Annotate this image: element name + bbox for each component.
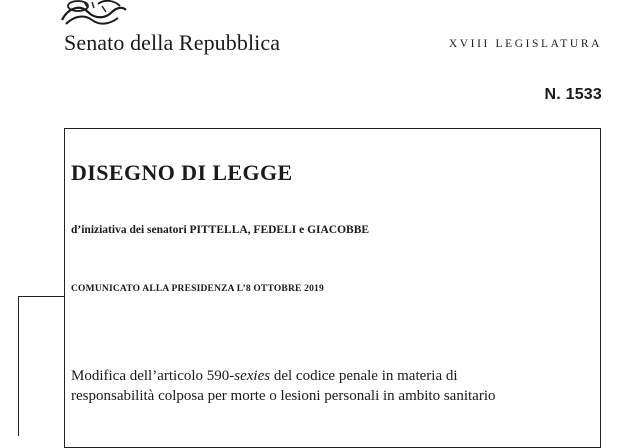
bill-title (71, 366, 591, 406)
bill-title-line-2: responsabilità colposa per morte o lesioni personali in ambito sanitario (71, 388, 496, 404)
margin-rule-horizontal (18, 296, 64, 297)
communication-date: COMUNICATO ALLA PRESIDENZA L’8 OTTOBRE 2019 (71, 284, 324, 294)
document-type-heading: DISEGNO DI LEGGE (71, 160, 293, 185)
title-italic-text: sexies (234, 368, 271, 384)
bill-title-line-1 (71, 366, 591, 386)
title-text: del codice penale in materia di (270, 368, 458, 384)
institution-name: Senato della Repubblica (64, 30, 281, 55)
margin-rule-vertical (18, 296, 19, 436)
title-text: Modifica dell’articolo 590- (71, 368, 235, 384)
legislature-label: XVIII LEGISLATURA (448, 38, 602, 50)
senate-emblem-icon (58, 0, 130, 28)
document-number: N. 1533 (544, 86, 602, 103)
initiative-line: d’iniziativa dei senatori PITTELLA, FEDELI e GIACOBBE (71, 224, 370, 236)
